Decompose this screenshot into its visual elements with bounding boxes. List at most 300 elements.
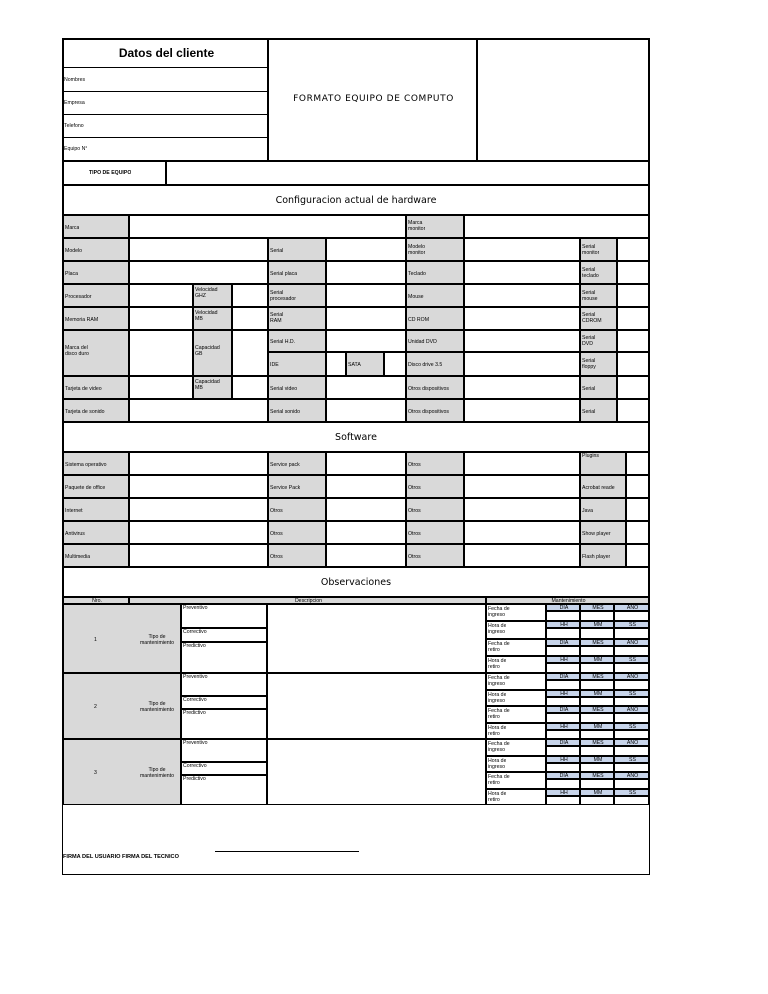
obs-predictivo-2[interactable] [181, 775, 267, 805]
obs-correctivo-1[interactable] [181, 696, 267, 709]
obs-unit-2-0-2 [614, 739, 649, 746]
hw-serial-dvd [580, 330, 617, 352]
sw-label-b-0-text: Service pack [270, 461, 300, 468]
obs-nro-value-2: 3 [94, 770, 97, 776]
hw-procesador [63, 284, 129, 307]
obs-unit-text-0-3-1: MM [593, 656, 603, 663]
sw-input-d-4[interactable] [626, 544, 649, 567]
hw-serial-text: Serial [270, 247, 284, 254]
obs-unit-0-3-0 [546, 656, 580, 663]
hw-serial-dvd-input[interactable] [617, 330, 649, 352]
sw-label-a-1-text: Paquete de office [65, 484, 106, 491]
sw-label-b-4 [268, 544, 326, 567]
obs-unit-2-3-0 [546, 789, 580, 796]
sw-input-a-0[interactable] [129, 452, 268, 475]
obs-tipo-label-0: Tipo de mantenimiento [139, 633, 175, 646]
obs-unit-1-0-1 [580, 673, 614, 680]
obs-unit-input-1-3-1[interactable] [580, 730, 614, 740]
sw-label-b-1 [268, 475, 326, 498]
sw-label-c-0-text: Otros [408, 461, 421, 468]
field-equipo-no[interactable]: Equipo N° [64, 146, 88, 152]
hw-teclado-text: Teclado [408, 270, 426, 277]
sw-input-c-4[interactable] [464, 544, 580, 567]
hw-capacidad-gb-text: Capacidad GB [195, 345, 220, 357]
obs-unit-input-0-1-1[interactable] [580, 628, 614, 638]
hw-tarjeta-video-text: Tarjeta de video [65, 385, 102, 392]
obs-unit-input-2-0-2[interactable] [614, 746, 649, 756]
hw-sata-input[interactable] [384, 352, 406, 376]
obs-unit-input-0-0-2[interactable] [614, 611, 649, 621]
obs-unit-2-2-2 [614, 772, 649, 779]
obs-nro-value-0: 1 [94, 636, 97, 643]
field-telefono[interactable]: Telefono [64, 123, 84, 129]
sw-label-a-3-text: Antivirus [65, 530, 85, 537]
hw-serial-mouse-text: Serial mouse [582, 290, 598, 302]
hw-teclado-input[interactable] [464, 261, 580, 284]
sw-input-a-1[interactable] [129, 475, 268, 498]
obs-unit-input-0-1-2[interactable] [614, 628, 649, 638]
obs-unit-text-0-2-0: DIA [559, 639, 569, 646]
obs-date-label-2-2 [486, 772, 546, 789]
sw-label-a-0-text: Sistema operativo [65, 461, 107, 468]
hw-marca-monitor-input[interactable] [464, 215, 649, 238]
obs-unit-0-3-1 [580, 656, 614, 663]
obs-date-label-0-0 [486, 604, 546, 621]
obs-unit-1-1-1 [580, 690, 614, 697]
obs-tipo-label-2: Tipo de mantenimiento [139, 767, 175, 779]
sw-input-d-1[interactable] [626, 475, 649, 498]
hw-cd-rom-text: CD ROM [408, 316, 430, 323]
sw-label-a-0 [63, 452, 129, 475]
sw-input-a-2[interactable] [129, 498, 268, 521]
sw-label-a-2-text: Internet [65, 507, 83, 514]
hw-velocidad-ghz-input[interactable] [232, 284, 268, 307]
hw-serial-sonido-text: Serial sonido [270, 408, 300, 415]
hw-serial-mouse-input[interactable] [617, 284, 649, 307]
hw-unidad-dvd-input[interactable] [464, 330, 580, 352]
obs-date-label-2-0 [486, 739, 546, 756]
hw-serial-1-input[interactable] [617, 376, 649, 399]
obs-unit-input-1-0-2[interactable] [614, 680, 649, 690]
obs-unit-input-0-3-2[interactable] [614, 663, 649, 673]
hw-serial-procesador [268, 284, 326, 307]
obs-nro-0 [63, 604, 181, 673]
sw-input-b-1[interactable] [326, 475, 406, 498]
hw-procesador-text: Procesador [65, 293, 92, 300]
sw-label-c-3-text: Otros [408, 530, 421, 537]
hw-velocidad-mb-text: Velocidad MB [195, 310, 218, 322]
sw-label-b-3 [268, 521, 326, 544]
obs-description-2[interactable] [267, 739, 486, 805]
hw-sata-text: SATA [348, 362, 361, 368]
signature-labels: FIRMA DEL USUARIO FIRMA DEL TECNICO [63, 854, 179, 860]
hw-disco-drive-text: Disco drive 3.5 [408, 362, 443, 368]
obs-date-label-0-1 [486, 621, 546, 638]
obs-unit-input-1-2-2[interactable] [614, 713, 649, 723]
obs-preventivo-2-text: Preventivo [183, 740, 208, 746]
hw-serial-1-text: Serial [582, 385, 596, 392]
obs-unit-input-1-1-1[interactable] [580, 697, 614, 707]
hw-cd-rom [406, 307, 464, 330]
obs-unit-input-0-2-2[interactable] [614, 646, 649, 656]
obs-description-1[interactable] [267, 673, 486, 739]
obs-date-label-0-1-text: Hora de ingreso [488, 623, 507, 636]
obs-unit-text-2-3-1: MM [593, 789, 603, 796]
sw-input-a-3[interactable] [129, 521, 268, 544]
hw-tarjeta-sonido-text: Tarjeta de sonido [65, 408, 105, 415]
obs-date-label-0-2-text: Fecha de retiro [488, 640, 510, 653]
observations-section-header [63, 567, 649, 597]
hw-serial-monitor-input[interactable] [617, 238, 649, 261]
obs-date-label-1-2 [486, 706, 546, 723]
hw-serial-placa-input[interactable] [326, 261, 406, 284]
hw-serial-floppy-input[interactable] [617, 352, 649, 376]
obs-unit-text-2-2-2: AÑO [626, 773, 639, 779]
obs-preventivo-1[interactable] [181, 673, 267, 696]
obs-unit-text-1-2-1: MES [592, 707, 604, 713]
obs-unit-0-2-2 [614, 639, 649, 646]
sw-label-d-2 [580, 498, 626, 521]
obs-correctivo-0[interactable] [181, 628, 267, 642]
obs-unit-1-3-2 [614, 723, 649, 730]
obs-unit-text-1-0-1: MES [592, 674, 604, 680]
obs-unit-text-0-0-2: AÑO [626, 605, 639, 611]
hw-modelo-monitor-text: Modelo monitor [408, 244, 426, 256]
hw-placa-text: Placa [65, 270, 78, 277]
obs-unit-2-1-1 [580, 756, 614, 763]
obs-predictivo-1-text: Predictivo [183, 710, 206, 716]
obs-unit-input-0-0-0[interactable] [546, 611, 580, 621]
equipment-type-input[interactable] [166, 161, 649, 185]
hw-cd-rom-input[interactable] [464, 307, 580, 330]
hw-tarjeta-video [63, 376, 129, 399]
obs-unit-1-2-2 [614, 706, 649, 713]
obs-unit-input-1-3-0[interactable] [546, 730, 580, 740]
obs-unit-text-1-0-2: AÑO [626, 674, 639, 680]
hw-capacidad-gb-input[interactable] [232, 330, 268, 376]
hw-serial [268, 238, 326, 261]
hw-mouse [406, 284, 464, 307]
obs-date-label-1-1-text: Hora de ingreso [488, 691, 507, 704]
observations-section-title: Observaciones [320, 577, 392, 588]
obs-date-label-0-0-text: Fecha de ingreso [488, 606, 510, 618]
equipment-type-label-box [63, 161, 166, 185]
hw-placa [63, 261, 129, 284]
obs-nro-value-1: 2 [94, 704, 97, 710]
obs-date-label-0-2 [486, 639, 546, 656]
hw-velocidad-ghz [193, 284, 232, 307]
obs-unit-input-2-0-0[interactable] [546, 746, 580, 756]
obs-date-label-1-0 [486, 673, 546, 690]
obs-date-label-2-1 [486, 756, 546, 773]
obs-unit-text-1-1-2: SS [629, 690, 636, 697]
obs-date-label-0-3 [486, 656, 546, 673]
obs-unit-0-2-0 [546, 639, 580, 646]
obs-unit-input-2-2-2[interactable] [614, 779, 649, 789]
hw-tarjeta-video-input[interactable] [129, 376, 193, 399]
obs-unit-input-2-1-1[interactable] [580, 763, 614, 773]
hw-otros-disp-2 [406, 399, 464, 422]
obs-preventivo-0[interactable] [181, 604, 267, 628]
hw-serial-sonido-input[interactable] [326, 399, 406, 422]
sw-input-c-0[interactable] [464, 452, 580, 475]
sw-label-d-1-text: Acrobat reade [582, 484, 615, 491]
field-empresa[interactable]: Empresa [64, 100, 85, 106]
hw-serial-teclado-input[interactable] [617, 261, 649, 284]
obs-date-label-1-0-text: Fecha de ingreso [488, 675, 510, 687]
obs-unit-input-0-0-1[interactable] [580, 611, 614, 621]
obs-unit-1-3-0 [546, 723, 580, 730]
hw-marca-input[interactable] [129, 215, 406, 238]
sw-label-a-3 [63, 521, 129, 544]
obs-unit-input-0-2-1[interactable] [580, 646, 614, 656]
obs-unit-text-1-0-0: DIA [559, 674, 569, 680]
client-data-title: Datos del cliente [118, 46, 215, 60]
hw-ide-text: IDE [270, 362, 279, 368]
logo-box [477, 39, 649, 161]
sw-label-c-2 [406, 498, 464, 521]
hw-marca-label [63, 215, 129, 238]
obs-unit-input-0-3-1[interactable] [580, 663, 614, 673]
hw-serial-ram [268, 307, 326, 330]
hw-disco-drive [406, 352, 464, 376]
hw-serial-video-text: Serial video [270, 385, 298, 392]
obs-preventivo-2[interactable] [181, 739, 267, 762]
hw-procesador-input[interactable] [129, 284, 193, 307]
sw-input-c-1[interactable] [464, 475, 580, 498]
hw-serial-video [268, 376, 326, 399]
sw-input-a-4[interactable] [129, 544, 268, 567]
obs-unit-text-2-3-0: HH [560, 789, 568, 796]
obs-correctivo-2[interactable] [181, 762, 267, 775]
sw-input-b-2[interactable] [326, 498, 406, 521]
hw-otros-disp-2-input[interactable] [464, 399, 580, 422]
obs-unit-text-1-2-0: DIA [559, 707, 569, 713]
obs-unit-input-0-3-0[interactable] [546, 663, 580, 673]
computer-equipment-form [62, 38, 650, 875]
hw-velocidad-ghz-text: Velocidad GHZ [195, 287, 218, 299]
obs-unit-input-2-3-1[interactable] [580, 796, 614, 806]
sw-label-d-4-text: Flash player [582, 553, 611, 560]
hw-modelo-monitor [406, 238, 464, 261]
obs-unit-input-1-2-0[interactable] [546, 713, 580, 723]
hw-serial-sonido [268, 399, 326, 422]
hw-ide-input[interactable] [326, 352, 346, 376]
hw-serial-hd-input[interactable] [326, 330, 406, 352]
sw-input-b-3[interactable] [326, 521, 406, 544]
hw-serial-ram-text: Serial RAM [270, 312, 284, 324]
obs-unit-0-1-2 [614, 621, 649, 628]
sw-label-a-4-text: Multimedia [65, 553, 91, 560]
sw-label-d-0-text: Plugins [582, 453, 600, 459]
hw-marca-disco-input[interactable] [129, 330, 193, 376]
obs-date-label-1-2-text: Fecha de retiro [488, 708, 510, 720]
sw-input-d-0[interactable] [626, 452, 649, 475]
signature-line [215, 851, 359, 852]
hw-serial-procesador-text: Serial procesador [270, 290, 296, 302]
hw-modelo-input[interactable] [129, 238, 268, 261]
obs-unit-1-2-1 [580, 706, 614, 713]
obs-unit-text-2-0-0: DIA [559, 740, 569, 746]
obs-unit-text-1-2-2: AÑO [626, 707, 639, 713]
obs-header-desc [129, 597, 486, 604]
hw-serial-2 [580, 399, 617, 422]
obs-unit-text-1-3-1: MM [593, 723, 603, 730]
hw-serial-1 [580, 376, 617, 399]
sw-input-d-3[interactable] [626, 521, 649, 544]
obs-unit-1-1-0 [546, 690, 580, 697]
hw-otros-disp-1-input[interactable] [464, 376, 580, 399]
hw-otros-disp-2-text: Otros dispositivos [408, 408, 449, 415]
obs-unit-input-1-1-2[interactable] [614, 697, 649, 707]
obs-unit-text-2-2-0: DIA [559, 773, 569, 779]
sw-label-b-1-text: Service Pack [270, 484, 301, 491]
software-section-header [63, 422, 649, 452]
obs-unit-2-1-2 [614, 756, 649, 763]
hw-unidad-dvd-text: Unidad DVD [408, 339, 437, 345]
obs-unit-input-2-2-1[interactable] [580, 779, 614, 789]
hw-mouse-input[interactable] [464, 284, 580, 307]
hardware-section-title: Configuracion actual de hardware [275, 195, 437, 206]
obs-unit-input-2-1-0[interactable] [546, 763, 580, 773]
obs-unit-input-1-0-1[interactable] [580, 680, 614, 690]
hw-marca-disco [63, 330, 129, 376]
hw-serial-monitor [580, 238, 617, 261]
obs-col-mant: Mantenimiento [551, 598, 586, 604]
obs-unit-input-2-3-0[interactable] [546, 796, 580, 806]
obs-preventivo-0-text: Preventivo [183, 605, 208, 611]
hw-serial-hd-text: Serial H.D. [270, 339, 296, 345]
obs-unit-text-2-3-2: SS [629, 789, 636, 796]
hw-memoria-ram-input[interactable] [129, 307, 193, 330]
hw-serial-monitor-text: Serial monitor [582, 244, 600, 256]
obs-unit-text-2-1-2: SS [629, 756, 636, 763]
hw-otros-disp-1-text: Otros dispositivos [408, 385, 449, 392]
hw-tarjeta-sonido-input[interactable] [129, 399, 268, 422]
software-section-title: Software [335, 432, 377, 443]
hw-velocidad-mb [193, 307, 232, 330]
obs-unit-text-0-2-1: MES [592, 639, 604, 646]
obs-unit-text-1-1-1: MM [593, 690, 603, 697]
hw-velocidad-mb-input[interactable] [232, 307, 268, 330]
sw-label-d-3 [580, 521, 626, 544]
obs-unit-input-2-1-2[interactable] [614, 763, 649, 773]
obs-nro-1 [63, 673, 181, 739]
hw-otros-disp-1 [406, 376, 464, 399]
sw-label-c-4-text: Otros [408, 553, 421, 560]
obs-unit-2-3-1 [580, 789, 614, 796]
hardware-section-header [63, 185, 649, 215]
obs-unit-text-1-3-2: SS [629, 723, 636, 730]
hw-ide [268, 352, 326, 376]
hw-serial-procesador-input[interactable] [326, 284, 406, 307]
obs-description-0[interactable] [267, 604, 486, 673]
obs-unit-text-0-0-1: MES [592, 605, 604, 611]
obs-unit-text-0-1-1: MM [593, 622, 603, 629]
obs-predictivo-0[interactable] [181, 642, 267, 673]
obs-unit-input-2-3-2[interactable] [614, 796, 649, 806]
sw-label-a-4 [63, 544, 129, 567]
sw-input-c-2[interactable] [464, 498, 580, 521]
obs-unit-0-0-0 [546, 604, 580, 611]
hw-serial-cdrom [580, 307, 617, 330]
form-title-box [268, 39, 477, 161]
sw-label-a-1 [63, 475, 129, 498]
obs-predictivo-1[interactable] [181, 709, 267, 739]
hw-capacidad-gb [193, 330, 232, 376]
sw-input-b-0[interactable] [326, 452, 406, 475]
obs-unit-input-2-0-1[interactable] [580, 746, 614, 756]
obs-unit-input-0-1-0[interactable] [546, 628, 580, 638]
obs-correctivo-0-text: Correctivo [183, 629, 207, 635]
hw-serial-video-input[interactable] [326, 376, 406, 399]
obs-unit-1-2-0 [546, 706, 580, 713]
sw-label-d-0 [580, 452, 626, 475]
hw-capacidad-mb-input[interactable] [232, 376, 268, 399]
obs-unit-0-3-2 [614, 656, 649, 663]
obs-date-label-1-1 [486, 690, 546, 707]
hw-placa-input[interactable] [129, 261, 268, 284]
obs-unit-2-2-1 [580, 772, 614, 779]
obs-date-label-1-3 [486, 723, 546, 740]
obs-unit-input-1-0-0[interactable] [546, 680, 580, 690]
hw-serial-cdrom-input[interactable] [617, 307, 649, 330]
field-nombres[interactable]: Nombres [64, 77, 86, 83]
hw-serial-input[interactable] [326, 238, 406, 261]
hw-disco-drive-input[interactable] [464, 352, 580, 376]
sw-input-c-3[interactable] [464, 521, 580, 544]
obs-unit-text-2-2-1: MES [592, 773, 604, 779]
hw-tarjeta-sonido [63, 399, 129, 422]
sw-label-d-1 [580, 475, 626, 498]
hw-serial-placa-text: Serial placa [270, 270, 298, 277]
obs-correctivo-2-text: Correctivo [183, 763, 207, 769]
obs-unit-input-1-1-0[interactable] [546, 697, 580, 707]
sw-label-c-0 [406, 452, 464, 475]
obs-unit-text-0-0-0: DIA [559, 605, 569, 611]
sw-input-b-4[interactable] [326, 544, 406, 567]
obs-preventivo-1-text: Preventivo [183, 674, 208, 680]
obs-unit-input-1-2-1[interactable] [580, 713, 614, 723]
hw-serial-teclado-text: Serial teclado [582, 267, 599, 279]
hw-serial-hd [268, 330, 326, 352]
hw-serial-2-input[interactable] [617, 399, 649, 422]
obs-unit-input-1-3-2[interactable] [614, 730, 649, 740]
hw-marca-monitor-label-text: Marca monitor [408, 220, 426, 232]
obs-unit-text-0-1-0: HH [560, 622, 568, 629]
obs-header-mant [486, 597, 649, 604]
sw-input-d-2[interactable] [626, 498, 649, 521]
hw-memoria-ram-text: Memoria RAM [65, 316, 99, 323]
form-title: FORMATO EQUIPO DE COMPUTO [293, 94, 454, 104]
obs-unit-input-0-2-0[interactable] [546, 646, 580, 656]
equipment-type-label: TIPO DE EQUIPO [89, 170, 132, 176]
obs-unit-input-2-2-0[interactable] [546, 779, 580, 789]
obs-unit-1-0-2 [614, 673, 649, 680]
hw-serial-ram-input[interactable] [326, 307, 406, 330]
obs-unit-text-0-3-2: SS [629, 656, 636, 663]
hw-serial-placa [268, 261, 326, 284]
obs-unit-1-0-0 [546, 673, 580, 680]
sw-label-c-2-text: Otros [408, 507, 421, 514]
sw-label-c-1 [406, 475, 464, 498]
hw-modelo-text: Modelo [65, 247, 83, 254]
hw-serial-mouse [580, 284, 617, 307]
obs-unit-2-0-1 [580, 739, 614, 746]
hw-marca-monitor-label [406, 215, 464, 238]
obs-unit-text-0-1-2: SS [629, 622, 636, 629]
hw-modelo-monitor-input[interactable] [464, 238, 580, 261]
